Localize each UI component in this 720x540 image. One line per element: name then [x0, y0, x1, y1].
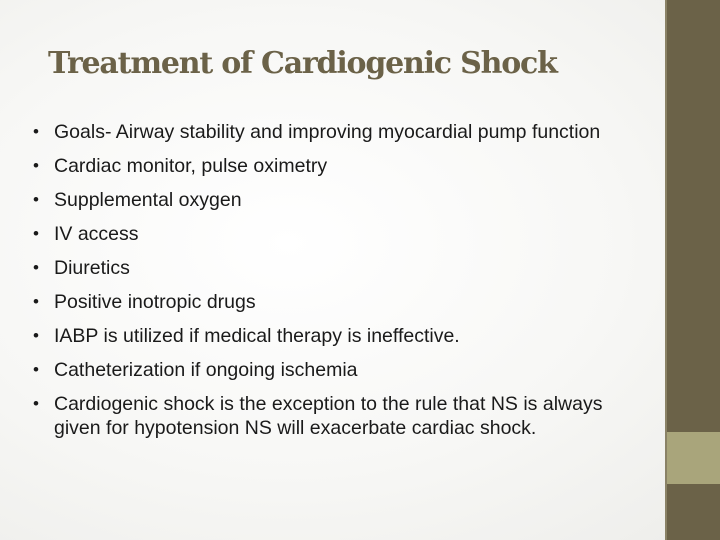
bullet-dot-icon: •: [33, 122, 39, 141]
bullet-dot-icon: •: [33, 258, 39, 277]
bullet-item: [33, 358, 653, 382]
side-accent-block: [667, 432, 720, 484]
bullet-item: [33, 290, 653, 314]
bullet-dot-icon: •: [33, 360, 39, 379]
bullet-text: IABP is utilized if medical therapy is ineffective.: [54, 325, 460, 347]
slide-title: Treatment of Cardiogenic Shock: [48, 46, 557, 81]
bullet-item: [33, 120, 653, 144]
bullet-item: [33, 256, 653, 280]
bullet-dot-icon: •: [33, 326, 39, 345]
bullet-item: [33, 324, 653, 348]
bullet-dot-icon: •: [33, 394, 39, 413]
bullet-item: [33, 222, 653, 246]
bullet-text: Cardiac monitor, pulse oximetry: [54, 155, 328, 177]
bullet-text: Diuretics: [54, 257, 130, 279]
bullet-item: [33, 392, 653, 440]
bullet-text: Supplemental oxygen: [54, 189, 242, 211]
bullet-text: Cardiogenic shock is the exception to the rule that NS is always given for hypotension NS will exacerbate cardiac shock.: [54, 393, 603, 439]
bullet-item: [33, 154, 653, 178]
bullet-dot-icon: •: [33, 224, 39, 243]
bullet-dot-icon: •: [33, 156, 39, 175]
bullet-text: Catheterization if ongoing ischemia: [54, 359, 358, 381]
bullet-item: [33, 188, 653, 212]
bullet-text: Positive inotropic drugs: [54, 291, 256, 313]
bullet-dot-icon: •: [33, 292, 39, 311]
bullet-list: [33, 120, 653, 450]
bullet-text: Goals- Airway stability and improving myocardial pump function: [54, 121, 601, 143]
bullet-text: IV access: [54, 223, 139, 245]
bullet-dot-icon: •: [33, 190, 39, 209]
